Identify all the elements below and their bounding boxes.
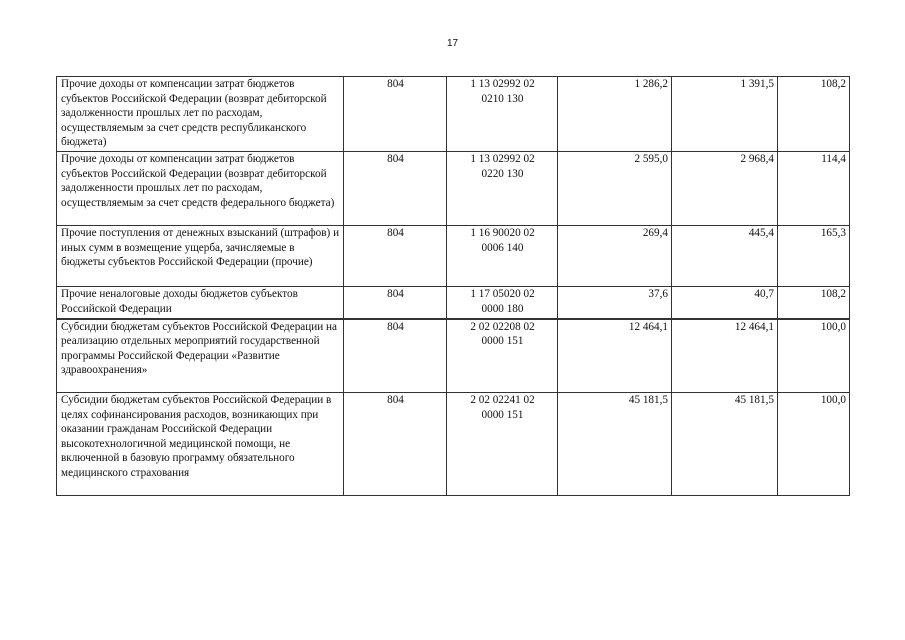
value-plan: 37,6 <box>558 287 672 319</box>
value-actual: 40,7 <box>672 287 778 319</box>
value-percent: 100,0 <box>778 319 850 393</box>
kbk-line-1: 2 02 02241 02 <box>470 394 535 406</box>
value-actual: 12 464,1 <box>672 319 778 393</box>
table-row <box>57 287 850 319</box>
revenue-name: Субсидии бюджетам субъектов Российской Федерации в целях софинансирования расходов, возникающих при оказании гражданам Российской Федерации высокотехнологичной медицинской помощи, не включенной в базовую программу обязательного медицинского страхования <box>57 393 344 496</box>
value-percent: 114,4 <box>778 152 850 226</box>
kbk-line-2: 0006 140 <box>481 241 524 254</box>
value-actual: 45 181,5 <box>672 393 778 496</box>
admin-code: 804 <box>344 287 447 319</box>
admin-code: 804 <box>344 319 447 393</box>
value-plan: 2 595,0 <box>558 152 672 226</box>
kbk-line-1: 1 13 02992 02 <box>470 78 535 90</box>
kbk-line-2: 0220 130 <box>481 167 524 180</box>
budget-classification-code <box>447 152 558 226</box>
admin-code: 804 <box>344 77 447 152</box>
revenue-name: Прочие поступления от денежных взысканий (штрафов) и иных сумм в возмещение ущерба, зачисляемые в бюджеты субъектов Российской Федерации (прочие) <box>57 226 344 287</box>
kbk-line-2: 0000 151 <box>481 408 524 421</box>
table-row <box>57 226 850 287</box>
value-percent: 108,2 <box>778 287 850 319</box>
budget-classification-code <box>447 287 558 319</box>
kbk-line-1: 1 13 02992 02 <box>470 153 535 165</box>
admin-code: 804 <box>344 393 447 496</box>
admin-code: 804 <box>344 226 447 287</box>
value-plan: 269,4 <box>558 226 672 287</box>
value-plan: 45 181,5 <box>558 393 672 496</box>
revenue-name: Прочие доходы от компенсации затрат бюджетов субъектов Российской Федерации (возврат дебиторской задолженности прошлых лет по расходам, осуществляемым за счет средств федерального бюджета) <box>57 152 344 226</box>
value-actual: 2 968,4 <box>672 152 778 226</box>
revenue-name: Прочие доходы от компенсации затрат бюджетов субъектов Российской Федерации (возврат дебиторской задолженности прошлых лет по расходам, осуществляемым за счет средств республиканского бюджета) <box>57 77 344 152</box>
value-percent: 108,2 <box>778 77 850 152</box>
budget-classification-code <box>447 393 558 496</box>
revenue-name: Прочие неналоговые доходы бюджетов субъектов Российской Федерации <box>57 287 344 319</box>
page-number: 17 <box>446 38 459 49</box>
table-row <box>57 393 850 496</box>
kbk-line-2: 0000 151 <box>481 335 524 347</box>
revenue-name: Субсидии бюджетам субъектов Российской Федерации на реализацию отдельных мероприятий государственной программы Российской Федерации «Развитие здравоохранения» <box>57 319 344 393</box>
value-actual: 445,4 <box>672 226 778 287</box>
budget-revenue-table <box>56 76 850 496</box>
kbk-line-1: 1 17 05020 02 <box>470 288 535 300</box>
kbk-line-2: 0210 130 <box>481 92 524 105</box>
value-actual: 1 391,5 <box>672 77 778 152</box>
table-row <box>57 77 850 152</box>
kbk-line-1: 2 02 02208 02 <box>470 320 535 333</box>
table-row <box>57 152 850 226</box>
budget-classification-code <box>447 226 558 287</box>
kbk-line-2: 0000 180 <box>481 302 524 315</box>
budget-classification-code <box>447 319 558 393</box>
admin-code: 804 <box>344 152 447 226</box>
budget-classification-code <box>447 77 558 152</box>
kbk-line-1: 1 16 90020 02 <box>470 227 535 239</box>
value-plan: 12 464,1 <box>558 319 672 393</box>
value-plan: 1 286,2 <box>558 77 672 152</box>
value-percent: 165,3 <box>778 226 850 287</box>
value-percent: 100,0 <box>778 393 850 496</box>
table-row <box>57 319 850 393</box>
